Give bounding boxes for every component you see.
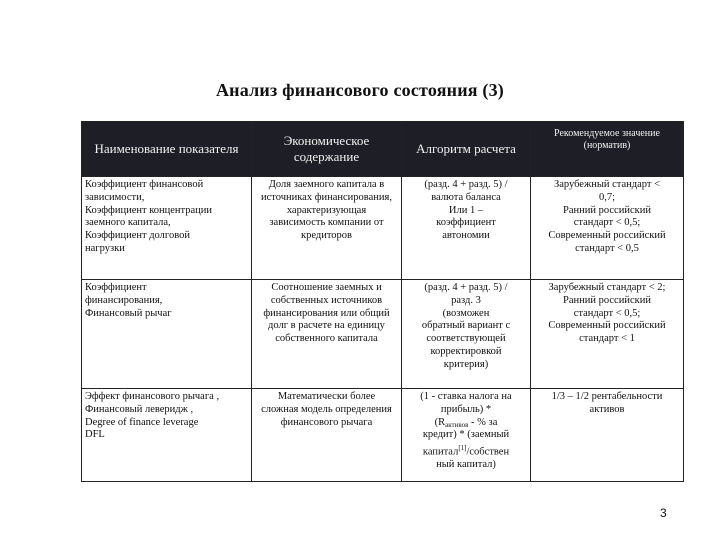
footnote-ref[interactable]: [1] xyxy=(458,444,467,453)
header-algorithm: Алгоритм расчета xyxy=(402,122,531,177)
cell-economic-content: Математически более сложная модель определения финансового рычага xyxy=(252,389,402,482)
cell-algorithm: (разд. 4 + разд. 5) / валюта баланса Или 1 – коэффициент автономии xyxy=(402,177,531,280)
cell-economic-content: Соотношение заемных и собственных источников финансирования или общий долг в расчете на единицу собственного капитала xyxy=(252,280,402,389)
cell-norm: Зарубежный стандарт < 0,7; Ранний российский стандарт < 0,5; Современный российский стандарт < 0,5 xyxy=(531,177,684,280)
cell-algorithm: (1 - ставка налога на прибыль) * ($R_{активов}$ - % за кредит) * (заемный капитал[1]/собствен ный капитал) xyxy=(402,389,531,482)
table-row xyxy=(82,389,684,482)
cell-norm: 1/3 – 1/2 рентабельности активов xyxy=(531,389,684,482)
table-row xyxy=(82,177,684,280)
cell-indicator-name: Коэффициент финансирования, Финансовый рычаг xyxy=(82,280,252,389)
table-row xyxy=(82,280,684,389)
r-assets-subscript: активов xyxy=(445,420,469,429)
cell-algorithm: (разд. 4 + разд. 5) / разд. 3 (возможен обратный вариант с соответствующей корректировкой критерия) xyxy=(402,280,531,389)
slide-title: Анализ финансового состояния (3) xyxy=(215,80,504,100)
cell-norm: Зарубежный стандарт < 2; Ранний российский стандарт < 0,5; Современный российский стандарт < 1 xyxy=(531,280,684,389)
cell-indicator-name: Эффект финансового рычага , Финансовый леверидж , Degree of finance leverage DFL xyxy=(82,389,252,482)
header-indicator-name: Наименование показателя xyxy=(82,122,252,177)
cell-economic-content: Доля заемного капитала в источниках финансирования, характеризующая зависимость компании от кредиторов xyxy=(252,177,402,280)
header-recommended-value: Рекомендуемое значение (норматив) xyxy=(531,122,684,177)
table-header-row xyxy=(82,122,684,177)
cell-indicator-name: Коэффициент финансовой зависимости, Коэффициент концентрации заемного капитала, Коэффициент долговой нагрузки xyxy=(82,177,252,280)
header-economic-content: Экономическое содержание xyxy=(252,122,402,177)
page-number: 3 xyxy=(660,506,667,520)
financial-analysis-table xyxy=(81,121,684,482)
